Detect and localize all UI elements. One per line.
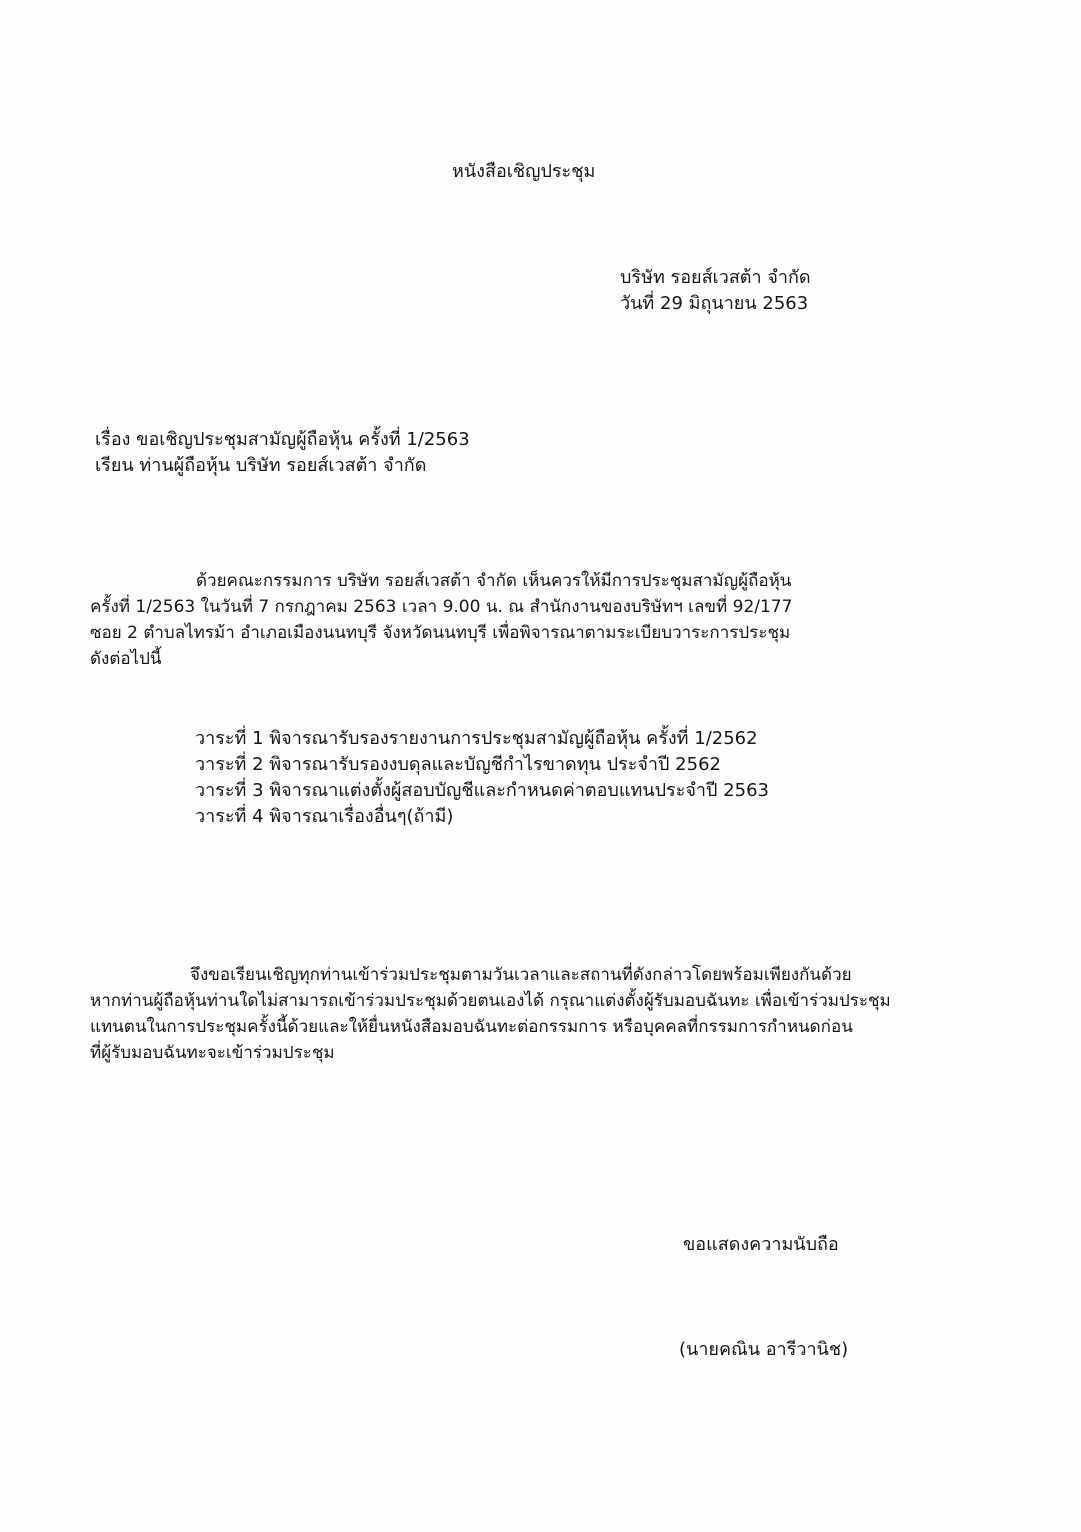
subject-line: เรื่อง ขอเชิญประชุมสามัญผู้ถือหุ้น ครั้งที่ 1/2563 xyxy=(95,429,470,450)
agenda-list xyxy=(195,726,769,830)
salutation-line: เรียน ท่านผู้ถือหุ้น บริษัท รอยส์เวสต้า จำกัด xyxy=(95,455,427,476)
paragraph-line: ด้วยคณะกรรมการ บริษัท รอยส์เวสต้า จำกัด เห็นควรให้มีการประชุมสามัญผู้ถือหุ้น xyxy=(196,571,792,591)
paragraph-line: ครั้งที่ 1/2563 ในวันที่ 7 กรกฎาคม 2563 เวลา 9.00 น. ณ สำนักงานของบริษัทฯ เลขที่ 92/177 xyxy=(90,597,793,617)
agenda-item: วาระที่ 4 พิจารณาเรื่องอื่นๆ(ถ้ามี) xyxy=(195,806,454,827)
paragraph-line: ที่ผู้รับมอบฉันทะจะเข้าร่วมประชุม xyxy=(90,1043,335,1063)
paragraph-line: หากท่านผู้ถือหุ้นท่านใดไม่สามารถเข้าร่วมประชุมด้วยตนเองได้ กรุณาแต่งตั้งผู้รับมอบฉันทะ เพื่อเข้าร่วมประชุม xyxy=(90,991,891,1011)
document-title: หนังสือเชิญประชุม xyxy=(452,161,596,182)
agenda-item: วาระที่ 2 พิจารณารับรองงบดุลและบัญชีกำไรขาดทุน ประจำปี 2562 xyxy=(195,754,721,775)
signer-name: (นายคณิน อารีวานิช) xyxy=(679,1339,849,1360)
paragraph-line: ซอย 2 ตำบลไทรม้า อำเภอเมืองนนทบุรี จังหวัดนนทบุรี เพื่อพิจารณาตามระเบียบวาระการประชุม xyxy=(90,623,791,643)
complimentary-close: ขอแสดงความนับถือ xyxy=(683,1234,839,1255)
closing-paragraph xyxy=(90,962,891,1066)
agenda-item: วาระที่ 1 พิจารณารับรองรายงานการประชุมสามัญผู้ถือหุ้น ครั้งที่ 1/2562 xyxy=(195,728,758,749)
paragraph-line: จึงขอเรียนเชิญทุกท่านเข้าร่วมประชุมตามวันเวลาและสถานที่ดังกล่าวโดยพร้อมเพียงกันด้วย xyxy=(190,965,852,985)
paragraph-line: แทนตนในการประชุมครั้งนี้ด้วยและให้ยื่นหนังสือมอบฉันทะต่อกรรมการ หรือบุคคลที่กรรมการกำหนดก่อน xyxy=(90,1017,853,1037)
company-name: บริษัท รอยส์เวสต้า จำกัด xyxy=(620,267,811,288)
agenda-item: วาระที่ 3 พิจารณาแต่งตั้งผู้สอบบัญชีและกำหนดค่าตอบแทนประจำปี 2563 xyxy=(195,780,769,801)
document-date: วันที่ 29 มิถุนายน 2563 xyxy=(620,293,809,314)
invitation-paragraph xyxy=(90,568,792,672)
paragraph-line: ดังต่อไปนี้ xyxy=(90,649,162,669)
